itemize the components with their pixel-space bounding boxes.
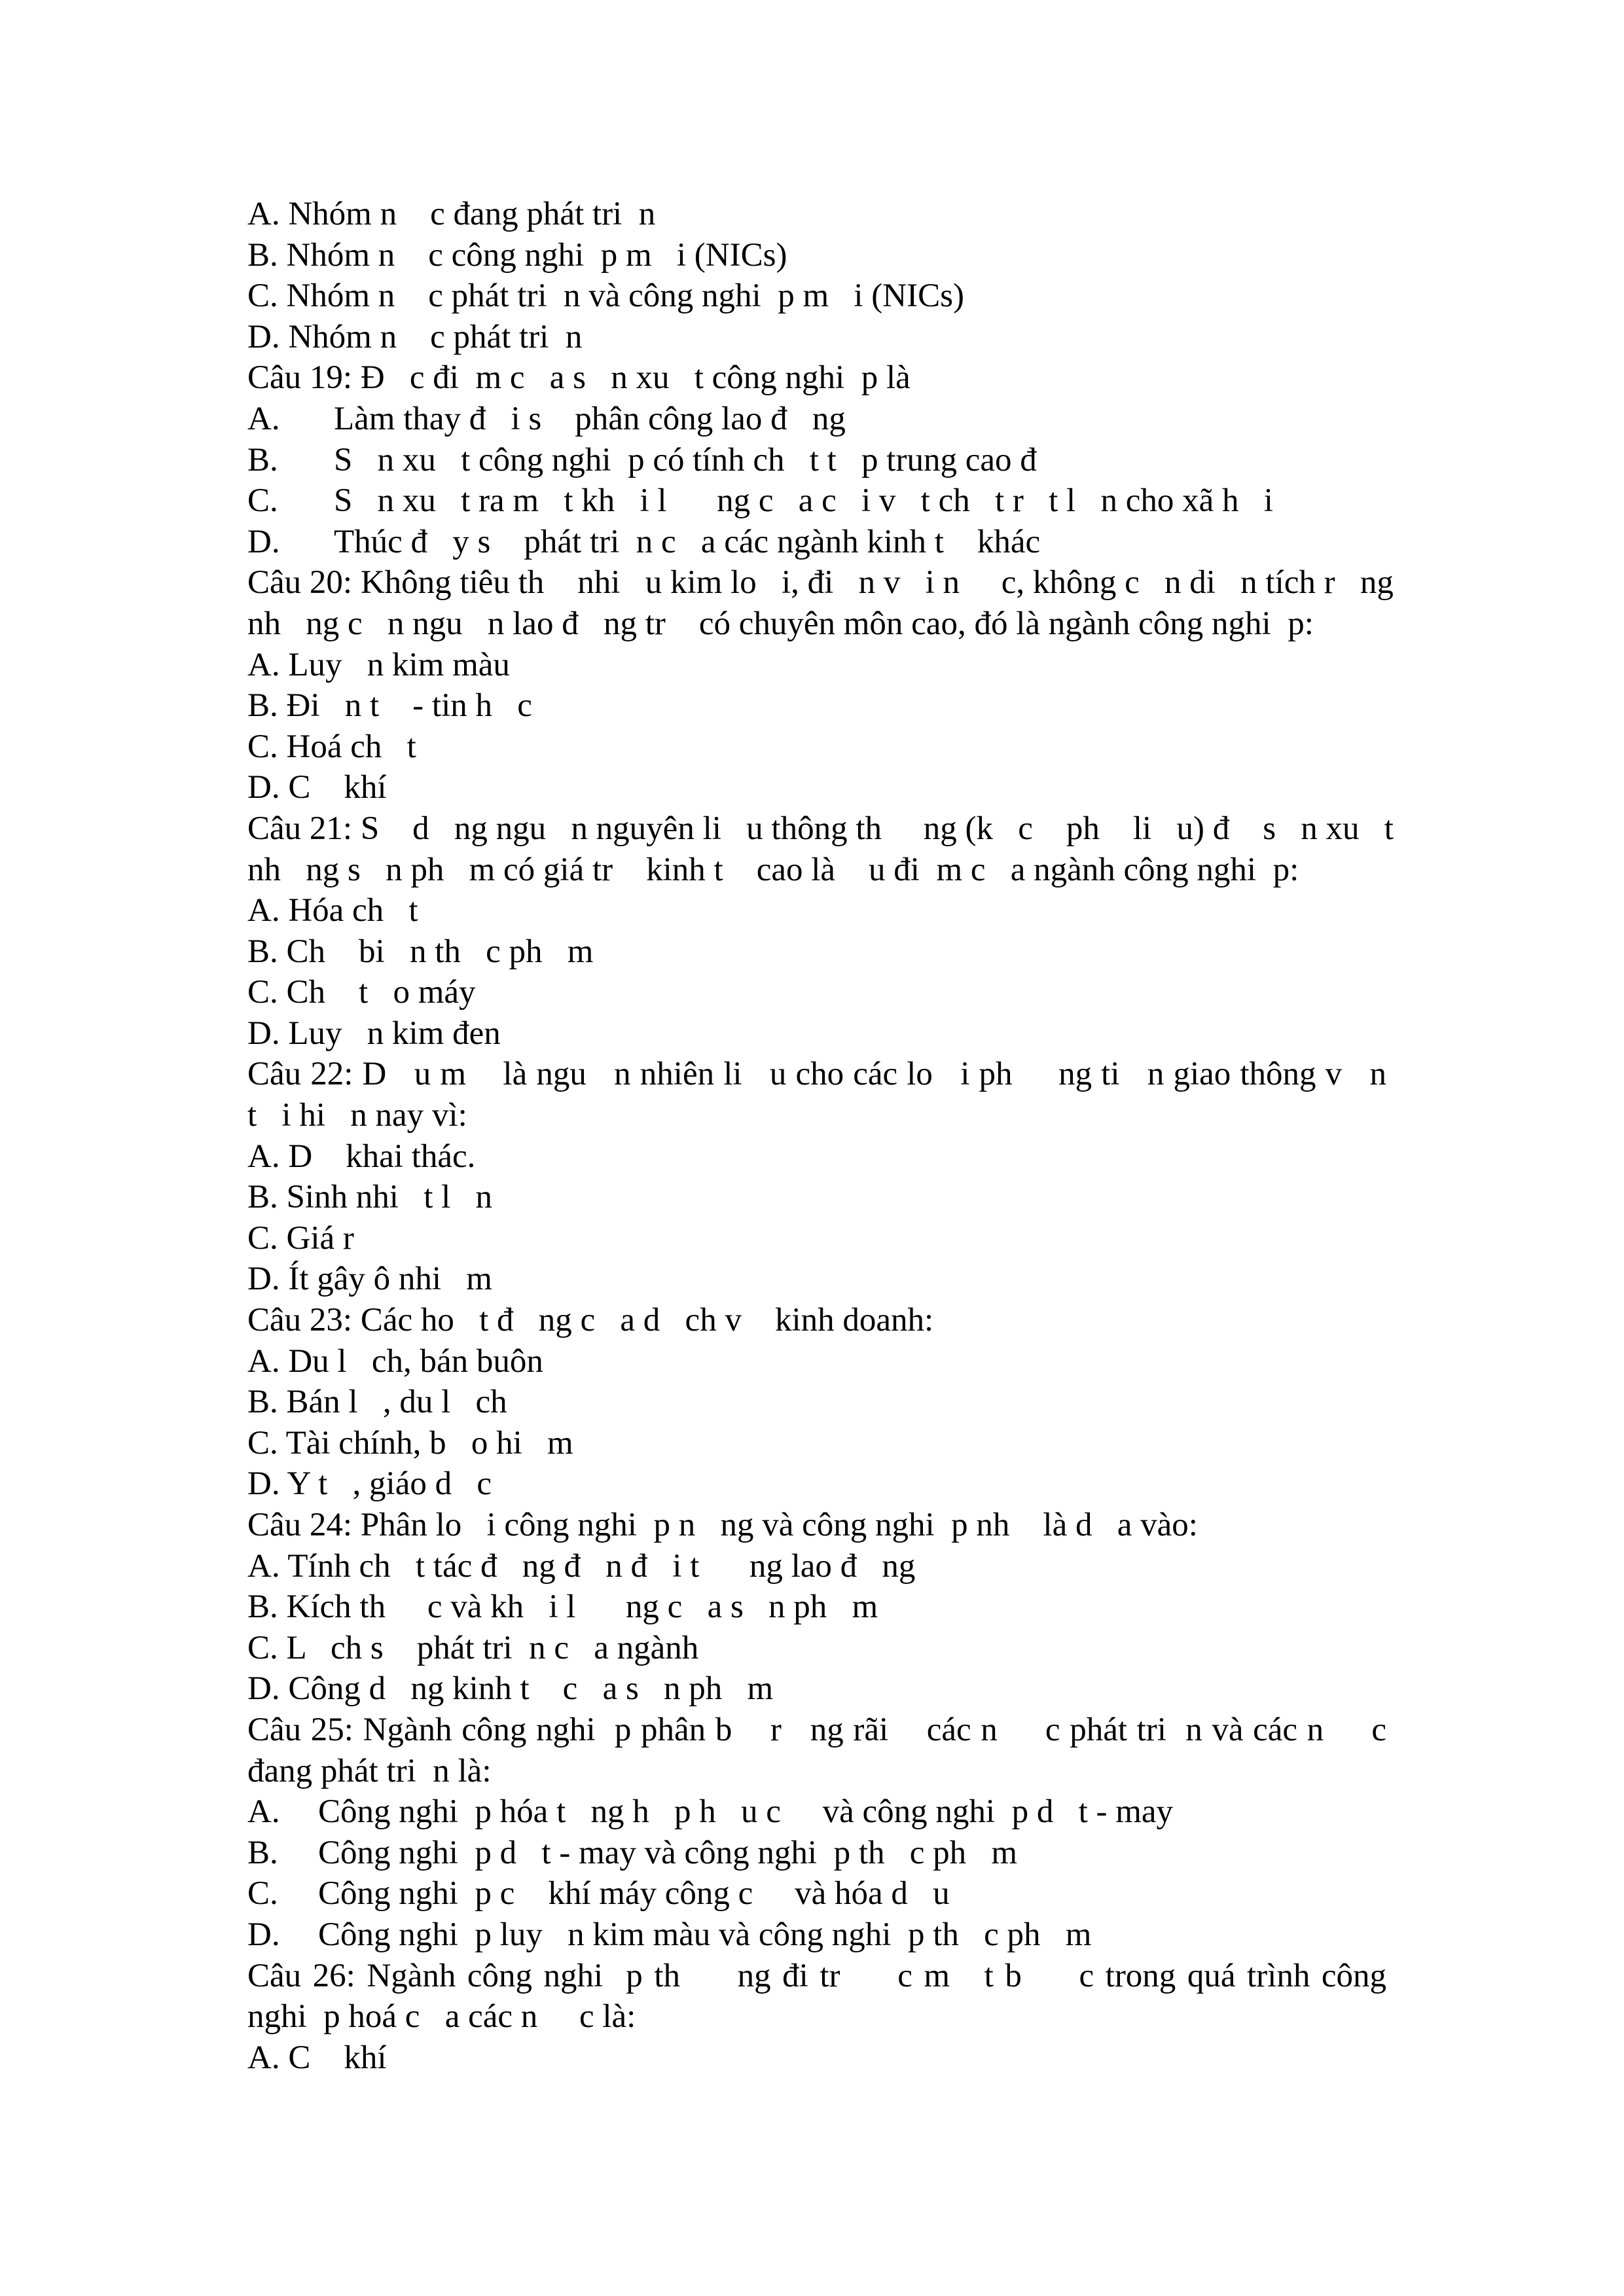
text-line: đang phát tri n là: [247,1752,492,1789]
text-line: A. Tính ch t tác đ ng đ n đ i t ng lao đ ng [247,1547,916,1585]
text-line: D. Luy n kim đen [247,1014,501,1052]
text-line: B. Đi n t - tin h c [247,687,532,725]
text-line: D. Nhóm n c phát tri n [247,318,583,355]
option-text: Thúc đ y s phát tri n c a các ngành kinh t khác [334,523,1041,560]
text-line: A. Luy n kim màu [247,646,510,683]
question-line: Câu 23: Các ho t đ ng c a d ch v kinh doanh: [247,1302,934,1339]
text-line: C. L ch s phát tri n c a ngành [247,1629,699,1666]
question-line: Câu 19: Đ c đi m c a s n xu t công nghi p là [247,359,911,397]
text-line: B. Nhóm n c công nghi p m i (NICs) [247,236,787,274]
option-text: Công nghi p luy n kim màu và công nghi p th c ph m [318,1916,1092,1953]
option-text: Công nghi p hóa t ng h p h u c và công nghi p d t - may [318,1793,1174,1831]
option-letter: B. [247,1834,278,1871]
answer-option [247,440,1386,481]
text-line: D. Công d ng kinh t c a s n ph m [247,1670,774,1708]
question-line: Câu 25: Ngành công nghi p phân b r ng rãi các n c phát tri n và các n c [247,1711,1386,1748]
option-letter: A. [247,400,280,437]
text-line: A. Hóa ch t [247,892,418,929]
text-line: A. Nhóm n c đang phát tri n [247,196,656,232]
text-line: B. Sinh nhi t l n [247,1179,493,1216]
answer-option [247,522,1386,563]
text-line: D. Ít gây ô nhi m [247,1261,492,1298]
text-line: C. Nhóm n c phát tri n và công nghi p m i (NICs) [247,278,964,315]
question-line: Câu 21: S d ng ngu n nguyên li u thông th ng (k c ph li u) đ s n xu t [247,810,1394,847]
text-line: C. Hoá ch t [247,728,416,765]
answer-option [247,1914,1386,1956]
text-line: nghi p hoá c a các n c là: [247,1998,636,2036]
text-line: nh ng s n ph m có giá tr kinh t cao là u đi m c a ngành công nghi p: [247,851,1299,888]
option-letter: D. [247,1916,280,1953]
option-text: Công nghi p d t - may và công nghi p th c ph m [318,1834,1018,1871]
option-text: Làm thay đ i s phân công lao đ ng [334,400,846,437]
text-line: D. C khí [247,769,387,806]
answer-option [247,399,1386,440]
text-line: C. Ch t o máy [247,974,476,1011]
text-line: B. Bán l , du l ch [247,1384,507,1421]
question-line: Câu 20: Không tiêu th nhi u kim lo i, đi n v i n c, không c n di n tích r ng [247,564,1394,601]
question-line: Câu 26: Ngành công nghi p th ng đi tr c m t b c trong quá trình công [247,1957,1386,1994]
text-line: B. Kích th c và kh i l ng c a s n ph m [247,1588,878,1626]
text-line: t i hi n nay vì: [247,1097,467,1134]
question-line: Câu 22: D u m là ngu n nhiên li u cho các lo i ph ng ti n giao thông v n [247,1056,1386,1093]
text-line: C. Giá r [247,1219,354,1257]
answer-option [247,1873,1386,1914]
text-line: A. Du l ch, bán buôn [247,1342,543,1380]
text-line: C. Tài chính, b o hi m [247,1424,573,1462]
option-letter: D. [247,523,280,560]
question-line: Câu 24: Phân lo i công nghi p n ng và công nghi p nh là d a vào: [247,1507,1198,1543]
option-letter: B. [247,441,278,478]
document-body [247,194,1394,2078]
option-letter: C. [247,1875,278,1912]
option-text: Công nghi p c khí máy công c và hóa d u [318,1875,950,1912]
text-line: A. C khí [247,2039,387,2076]
option-text: S n xu t công nghi p có tính ch t t p trung cao đ [334,441,1037,478]
text-line: nh ng c n ngu n lao đ ng tr có chuyên môn cao, đó là ngành công nghi p: [247,605,1314,642]
answer-option [247,480,1386,522]
option-text: S n xu t ra m t kh i l ng c a c i v t ch t r t l n cho xã h i [334,482,1273,520]
option-letter: C. [247,482,278,520]
text-line: D. Y t , giáo d c [247,1465,492,1503]
text-line: B. Ch bi n th c ph m [247,933,594,970]
text-line: A. D khai thác. [247,1138,476,1175]
answer-option [247,1791,1386,1833]
answer-option [247,1833,1386,1874]
option-letter: A. [247,1793,280,1831]
